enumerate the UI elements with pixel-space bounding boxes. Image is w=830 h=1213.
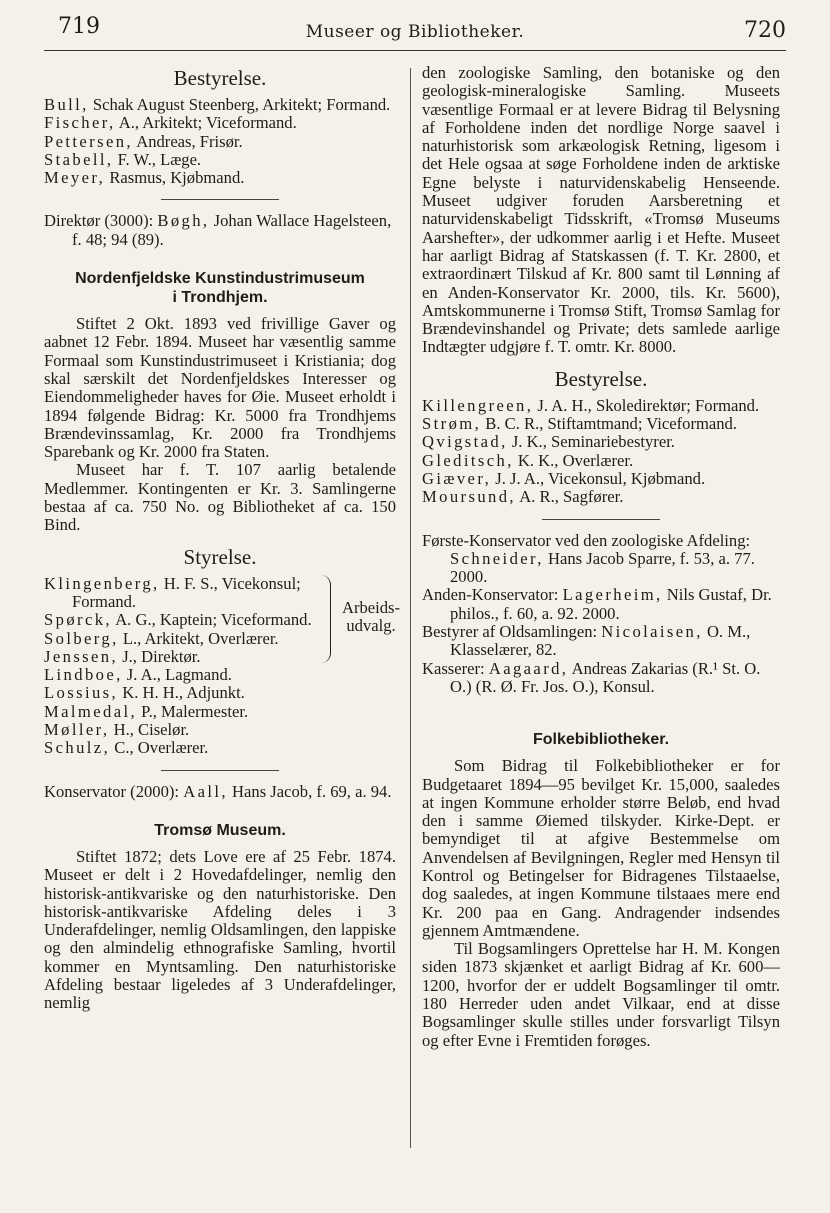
member-entry: Schulz, C., Overlærer. [44,738,209,758]
running-title: Museer og Bibliotheker. [305,22,525,42]
member-entry: Spørck, A. G., Kaptein; Viceformand. [44,610,312,630]
bestyrelse-list [44,96,396,187]
member-entry: Klingenberg, H. F. S., Vicekonsul; Formand. [44,573,301,611]
staff-entry: Første-Konservator ved den zoologiske Afdeling: Schneider, Hans Jacob Sparre, f. 53, a. 77. 2000. [422,530,755,587]
member-entry: Stabell, F. W., Læge. [44,149,202,169]
tromso-heading: Tromsø Museum. [154,821,286,839]
member-entry: Lossius, K. H. H., Adjunkt. [44,683,245,703]
staff-entry: Kasserer: Aagaard, Andreas Zakarias (R.¹ St. O. O.) (R. Ø. Fr. Jos. O.), Konsul. [422,658,761,696]
right-column [422,64,780,1050]
bestyrelse-heading: Bestyrelse. [173,66,267,90]
member-entry: Lindboe, J. A., Lagmand. [44,665,232,685]
styrelse-heading: Styrelse. [183,544,257,569]
folkebib-heading: Folkebibliotheker. [532,731,670,749]
bestyrelse-list [422,397,780,507]
member-entry: Bull, Schak August Steenberg, Arkitekt; Formand. [44,95,391,114]
section-rule [161,770,279,771]
konservator-entry: Konservator (2000): Aall, Hans Jacob, f. 69, a. 94. [44,781,392,801]
member-entry: Pettersen, Andreas, Frisør. [44,131,243,151]
page-number-right: 720 [744,18,786,43]
trondhjem-paragraph: Stiftet 2 Okt. 1893 ved frivillige Gaver og aabnet 12 Febr. 1894. Museet har væsentlig samme Formaal som Kunstindustrimuseet i Kristiania; dog skal særskilt det Nordenfjeldskes Interesser og Eiendommeligheder haves for Øie. Museet erholdt i 1894 følgende Bidrag: Kr. 5000 fra Trondhjems Brændevinssamlag, Kr. 2000 fra Trondhjems Sparebank og Kr. 2000 fra Staten. [44,314,396,462]
member-entry: Møller, H., Ciselør. [44,720,190,740]
staff-entry: Bestyrer af Oldsamlingen: Nicolaisen, O. M., Klasselærer, 82. [422,622,751,660]
styrelse-list [44,648,396,758]
folkebib-paragraph: Som Bidrag til Folkebibliotheker er for Budgetaaret 1894—95 bevilget Kr. 15,000, saaledes at ingen Kommune erholder større Beløb, end hvad den i samme Øiemed tilskyder. Kirke-Dept. er bemyndiget til at afgive Bestemmelse om Anvendelsen af Bevilgningen, Regler med Hensyn til Kontrol og Betingelser for Bidragenes Tilstaaelse, dog saaledes, at ingen Kommune tilstaaes mere end Kr. 200 paa en Gang. Andragender indsendes gjennem Amtmændene. [422,756,780,940]
member-entry: Qvigstad, J. K., Seminariebestyrer. [422,432,675,452]
tromso-paragraph: Stiftet 1872; dets Love ere af 25 Febr. 1874. Museet er delt i 2 Hovedafdelinger, nemlig den historisk-antikvariske og den naturhistoriske. Den historisk-antikvariske Afdeling deles i 3 Underafdelinger, nemlig Oldsamlingen, den lappiske og den almindelig ethnografiske Samling, hvortil kommer en Myntsamling. Den naturhistoriske Afdeling bestaar ligeledes af 3 Underafdelinger, nemlig [44,846,396,1013]
member-entry: Jenssen, J., Direktør. [44,646,201,666]
member-entry: Strøm, B. C. R., Stiftamtmand; Viceformand. [422,414,737,434]
header-rule [44,50,786,51]
staff-entry: Anden-Konservator: Lagerheim, Nils Gustaf, Dr. philos., f. 60, a. 92. 2000. [422,585,772,623]
member-entry: Solberg, L., Arkitekt, Overlærer. [44,628,279,648]
arbeidsudvalg-label: Arbeids- udvalg. [341,597,401,635]
member-entry: Malmedal, P., Malermester. [44,701,249,721]
member-entry: Killengreen, J. A. H., Skoledirektør; Formand. [422,395,760,415]
page-number-left: 719 [58,14,100,39]
section-rule [542,519,660,520]
trondhjem-paragraph: Museet har f. T. 107 aarlig betalende Medlemmer. Kontingenten er Kr. 3. Samlingerne bestaa af ca. 750 No. og Bibliotheket af ca. 150 Bind. [44,460,396,535]
member-entry: Giæver, J. J. A., Vicekonsul, Kjøbmand. [422,468,706,488]
folkebib-paragraph: Til Bogsamlingers Oprettelse har H. M. Kongen siden 1873 skjænket et aarligt Bidrag af Kr. 600—1200, hvorfor der er uddelt Bogsamlinger til omtr. 180 Herreder uden andet Vilkaar, end at disse Bogsamlinger skulle stilles under forsvarligt Tilsyn og efter Evne i Fremtiden forøges. [422,939,780,1050]
brace-mark [320,575,331,663]
museum-heading: Nordenfjeldske Kunstindustrimuseum i Trondhjem. [75,270,365,307]
column-divider [410,68,411,1148]
section-rule [161,199,279,200]
page-header [44,12,786,46]
left-column [44,64,401,1013]
staff-list [422,532,780,697]
direktor-entry: Direktør (3000): Bøgh, Johan Wallace Hagelsteen, f. 48; 94 (89). [44,211,392,249]
member-entry: Gleditsch, K. K., Overlærer. [422,450,634,470]
member-entry: Fischer, A., Arkitekt; Viceformand. [44,113,297,133]
member-entry: Meyer, Rasmus, Kjøbmand. [44,168,245,188]
tromso-paragraph-cont: den zoologiske Samling, den botaniske og den geologisk-mineralogiske Samling. Museets væsentlige Formaal er at levere Bidrag til Belysning af Forholdene inden det nordlige Norge saavel i naturhistorisk som arkæologisk Retning, ligesom i det Hele ogsaa at søge Forholdene inden de arktiske Egne belyste i naturvidenskabelig Henseende. Museet udgiver foruden Aarsberetning et naturvidenskabeligt Tidsskrift, «Tromsø Museums Aarshefter», der udkommer aarlig i et Hefte. Museet har aarligt Bidrag af Statskassen (f. T. Kr. 2800, et extraordinært Tilskud af Kr. 800 samt til Lønning af en Anden-Konservator Kr. 2000, tils. Kr. 5600), Amtskommunerne i Tromsø Stift, Tromsø Samlag for Brændevinshandel og Private; dets samlede aarlige Indtægter udgjøre f. T. omtr. Kr. 8000. [422,63,780,357]
member-entry: Moursund, A. R., Sagfører. [422,487,624,507]
arbeidsudvalg-group [44,573,401,648]
bestyrelse-heading: Bestyrelse. [554,366,648,391]
